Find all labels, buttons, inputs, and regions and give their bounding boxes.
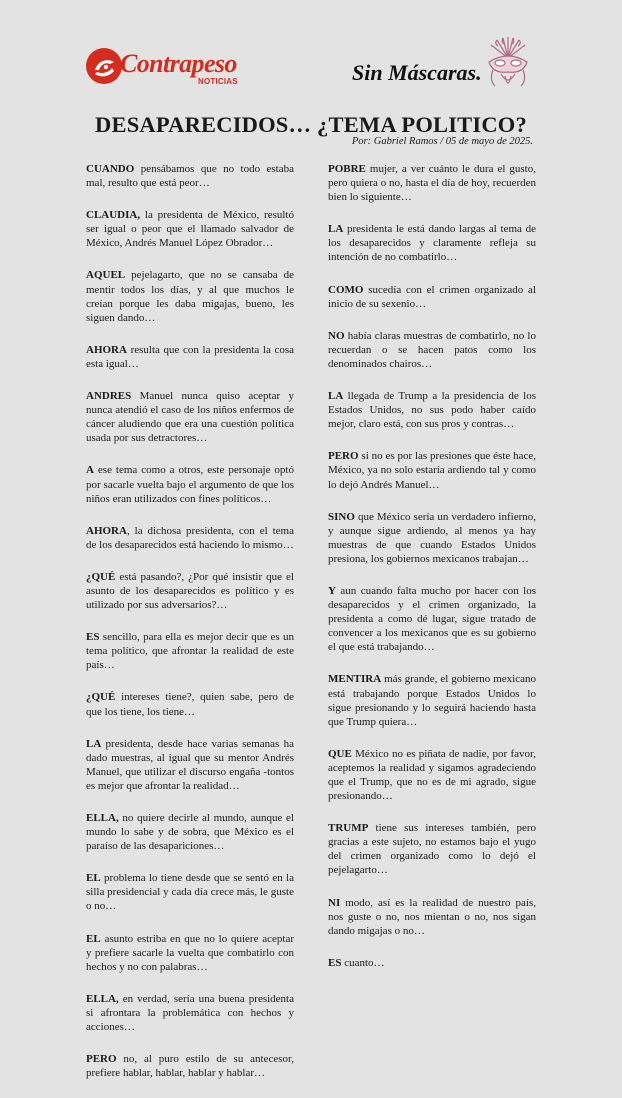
paragraph-text: presidenta, desde hace varias semanas ha dado muestras, al igual que su mentor Andrés Manuel, que utilizar el discurso engaña -tontos es mejor que afrontar la realidad… xyxy=(86,737,294,792)
contrapeso-logo[interactable] xyxy=(86,46,261,88)
paragraph-lead: MENTIRA xyxy=(328,673,382,686)
article-paragraph xyxy=(86,268,294,324)
paragraph-text: sencillo, para ella es mejor decir que es un tema político, que afrontar la realidad de este país… xyxy=(86,631,294,672)
article-paragraph xyxy=(86,1052,294,1080)
paragraph-text: mujer, a ver cuánto le dura el gusto, pero quiera o no, hasta el día de hoy, recuerden bien lo siguiente… xyxy=(328,163,536,204)
article-paragraph xyxy=(328,449,536,491)
article-paragraph xyxy=(86,737,294,793)
article-paragraph xyxy=(86,630,294,672)
article-paragraph xyxy=(86,871,294,913)
paragraph-lead: EL xyxy=(86,872,101,885)
paragraph-text: que México sería un verdadero infierno, y aunque sigue ardiendo, al menos ya hay muestras de que cuando Estados Unidos presiona, los gobiernos mexicanos trabajan… xyxy=(328,510,536,565)
article-paragraph xyxy=(328,329,536,371)
article-paragraph xyxy=(86,992,294,1034)
paragraph-text: llegada de Trump a la presidencia de los Estados Unidos, no sus podo haber caído mejor, claro está, con sus pros y contras… xyxy=(328,390,536,431)
paragraph-lead: POBRE xyxy=(328,163,366,175)
paragraph-text: cuanto… xyxy=(341,956,385,969)
section-title: Sin Máscaras. xyxy=(352,60,482,85)
paragraph-lead: AHORA xyxy=(86,343,127,356)
paragraph-lead: NO xyxy=(328,329,345,342)
contrapeso-logo-icon xyxy=(86,48,122,84)
article-paragraph xyxy=(86,208,294,250)
paragraph-text: había claras muestras de combatirlo, no lo recuerdan o se hacen patos como los denominados chairos… xyxy=(328,329,536,370)
paragraph-text: México no es piñata de nadie, por favor, aceptemos la realidad y sigamos agradeciendo que el Trump, que no es de mi agrado, sigue presionando… xyxy=(328,747,536,803)
article-paragraph xyxy=(86,811,294,853)
paragraph-text: asunto estriba en que no lo quiere aceptar y prefiere sacarle la vuelta que combatirlo con hechos y no con palabras… xyxy=(86,932,294,973)
paragraph-lead: ELLA, xyxy=(86,812,119,824)
paragraph-lead: CUANDO xyxy=(86,163,135,175)
paragraph-text: pejelagarto, que no se cansaba de mentir todos los días, y al que muchos le creían porque les daba migajas, bueno, les siguen dando… xyxy=(86,269,294,324)
article-byline: Por: Gabriel Ramos / 05 de mayo de 2025. xyxy=(351,136,533,147)
paragraph-lead: Y xyxy=(328,584,336,597)
article-paragraph xyxy=(328,389,536,431)
article-paragraph xyxy=(328,510,536,566)
right-column xyxy=(328,162,536,988)
paragraph-lead: ¿QUÉ xyxy=(86,570,116,583)
paragraph-text: modo, así es la realidad de nuestro país, nos guste o no, nos mientan o no, nos sigan dando migajas o no… xyxy=(328,896,536,937)
paragraph-lead: NI xyxy=(328,896,341,909)
article-paragraph xyxy=(86,463,294,505)
paragraph-lead: AHORA xyxy=(86,524,127,537)
logo-subtitle: NOTICIAS xyxy=(198,77,238,86)
carnival-mask-icon xyxy=(483,36,533,92)
article-paragraph xyxy=(328,283,536,311)
paragraph-lead: ES xyxy=(328,956,342,969)
paragraph-text: la presidenta de México, resultó ser igual o peor que el llamado salvador de México, Andrés Manuel López Obrador… xyxy=(86,209,294,250)
article-paragraph xyxy=(328,896,536,938)
article-paragraph xyxy=(86,343,294,371)
paragraph-text: , la dichosa presidenta, con el tema de los desaparecidos está haciendo lo mismo… xyxy=(86,524,294,551)
article-paragraph xyxy=(328,584,536,654)
paragraph-lead: COMO xyxy=(328,283,364,296)
paragraph-lead: AQUEL xyxy=(86,269,126,282)
paragraph-lead: LA xyxy=(328,390,344,403)
paragraph-text: Manuel nunca quiso aceptar y nunca atendió el caso de los niños enfermos de cáncer aludiendo que era una cuestión política usada por sus detractores… xyxy=(86,390,294,445)
paragraph-lead: TRUMP xyxy=(328,822,369,835)
paragraph-lead: ANDRES xyxy=(86,390,132,403)
paragraph-lead: EL xyxy=(86,932,101,945)
paragraph-lead: SINO xyxy=(328,510,355,523)
article-paragraph xyxy=(328,821,536,877)
article-paragraph xyxy=(86,570,294,612)
article-paragraph xyxy=(86,524,294,552)
paragraph-text: ese tema como a otros, este personaje optó por sacarle vuelta bajo el argumento de que los niños eran utilizados con fines políticos… xyxy=(86,464,294,505)
paragraph-text: sucedía con el crimen organizado al inicio de su sexenio… xyxy=(328,283,536,310)
article-paragraph xyxy=(86,389,294,445)
paragraph-lead: PERO xyxy=(86,1053,117,1066)
paragraph-lead: PERO xyxy=(328,450,359,463)
paragraph-lead: QUE xyxy=(328,747,352,760)
paragraph-lead: ¿QUÉ xyxy=(86,691,116,704)
paragraph-text: resulta que con la presidenta la cosa esta igual… xyxy=(86,343,294,370)
paragraph-text: intereses tiene?, quien sabe, pero de que los tiene, los tiene… xyxy=(86,691,294,718)
paragraph-text: más grande, el gobierno mexicano está trabajando porque Estados Unidos lo sigue presionando y lo seguirá haciendo hasta que Trump quiera… xyxy=(328,673,536,728)
article-paragraph xyxy=(86,162,294,190)
paragraph-text: no, al puro estilo de su antecesor, prefiere hablar, hablar, hablar y hablar… xyxy=(86,1053,294,1080)
paragraph-lead: LA xyxy=(328,223,344,236)
paragraph-text: pensábamos que no todo estaba mal, resulto que está peor… xyxy=(86,163,294,190)
paragraph-text: presidenta le está dando largas al tema de los desaparecidos y claramente refleja su intención de no combatirlo… xyxy=(328,223,536,264)
logo-name: Contrapeso xyxy=(120,49,237,78)
paragraph-text: aun cuando falta mucho por hacer con los desaparecidos y el crimen organizado, la presidenta a como dé lugar, sigue tratado de convencer a los mexicanos que es su gobierno el que está trabajando… xyxy=(328,584,536,654)
article-paragraph xyxy=(328,956,536,970)
paragraph-lead: A xyxy=(86,464,94,477)
paragraph-text: en verdad, sería una buena presidenta si afrontara la problemática con hechos y acciones… xyxy=(86,992,294,1034)
article-paragraph xyxy=(86,932,294,974)
paragraph-text: tiene sus intereses también, pero gracias a este sujeto, no estamos bajo el yugo del crimen organizado como lo dejó el pejelagarto… xyxy=(328,822,536,877)
article-title: DESAPARECIDOS… ¿TEMA POLITICO? xyxy=(95,112,527,137)
article-paragraph xyxy=(328,222,536,264)
paragraph-lead: ELLA, xyxy=(86,992,119,1005)
paragraph-lead: LA xyxy=(86,737,102,750)
article-paragraph xyxy=(328,162,536,204)
paragraph-lead: CLAUDIA, xyxy=(86,209,141,222)
article-paragraph xyxy=(328,747,536,803)
article-paragraph xyxy=(328,672,536,728)
left-column xyxy=(86,162,294,1098)
paragraph-text: problema lo tiene desde que se sentó en la silla presidencial y cada día crece más, le guste o no… xyxy=(86,872,294,913)
paragraph-text: si no es por las presiones que éste hace, México, ya no solo estaría ardiendo tal y como lo dejó Andrés Manuel… xyxy=(328,450,536,491)
paragraph-text: no quiere decirle al mundo, aunque el mundo lo sabe y de sobra, que México es el paraíso de las desapariciones… xyxy=(86,812,294,853)
article-paragraph xyxy=(86,690,294,718)
paragraph-lead: ES xyxy=(86,631,100,644)
paragraph-text: está pasando?, ¿Por qué insistir que el asunto de los desaparecidos es político y es utilizado por sus adversarios?… xyxy=(86,570,294,612)
